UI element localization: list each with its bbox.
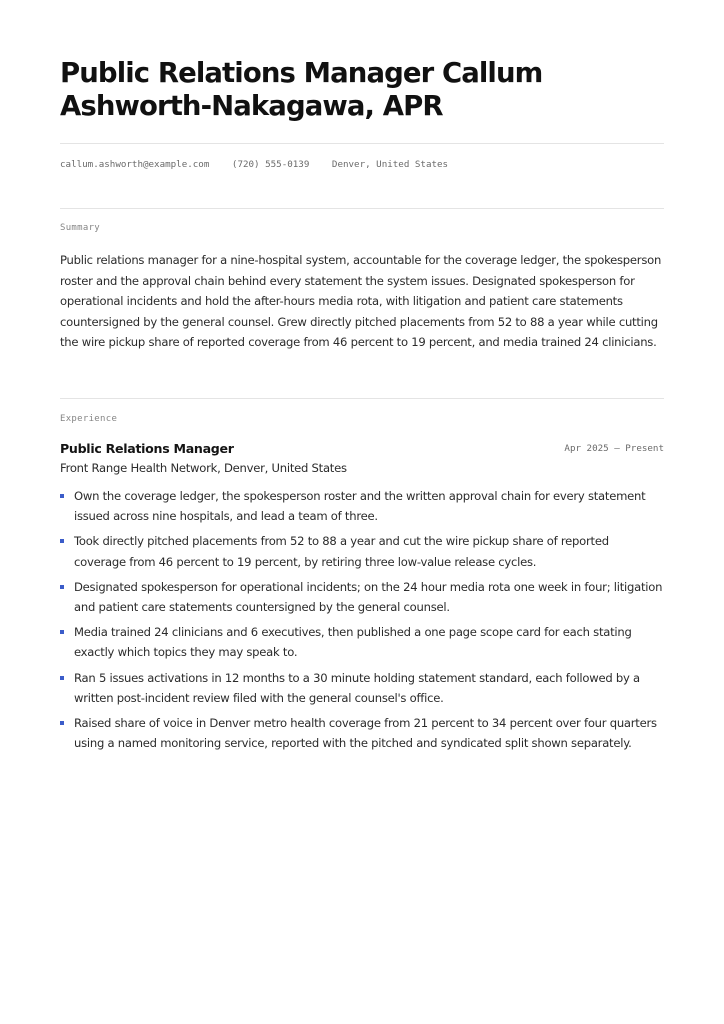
- job-bullet: [60, 531, 664, 572]
- header-divider: [60, 143, 664, 144]
- job-bullet: [60, 486, 664, 527]
- bullet-square-icon: [60, 630, 64, 634]
- job-bullet: [60, 713, 664, 754]
- contact-divider: [60, 208, 664, 209]
- job-title: Public Relations Manager: [60, 441, 234, 456]
- job-bullet-text: Media trained 24 clinicians and 6 executives, then published a one page scope card for each stating exactly which topics they may speak to.: [74, 625, 632, 660]
- contact-line: [60, 159, 448, 171]
- contact-location: Denver, United States: [331, 159, 449, 170]
- bullet-square-icon: [60, 585, 64, 589]
- job-bullet-text: Ran 5 issues activations in 12 months to a 30 minute holding statement standard, each followed by a written post-incident review filed with the general counsel's office.: [74, 670, 640, 705]
- job-bullet-text: Designated spokesperson for operational incidents; on the 24 hour media rota one week in four; litigation and patient care statements countersigned by the general counsel.: [74, 579, 663, 615]
- bullet-square-icon: [60, 494, 64, 498]
- contact-phone[interactable]: (720) 555-0139: [231, 159, 310, 170]
- page-title: Public Relations Manager Callum Ashworth-Nakagawa, APR: [60, 57, 543, 122]
- bullet-square-icon: [60, 539, 64, 543]
- contact-email[interactable]: callum.ashworth@example.com: [60, 159, 210, 170]
- summary-text: Public relations manager for a nine-hospital system, accountable for the coverage ledger, the spokesperson roster and the approval chain behind every statement the system issues. Designated spokesperson for operational incidents and hold the after-hours media rota, with litigation and patient care statements countersigned by the general counsel. Grew directly pitched placements from 52 to 88 a year while cutting the wire pickup share of reported coverage from 46 percent to 19 percent, and media trained 24 clinicians.: [60, 253, 662, 350]
- job-bullet: [60, 668, 664, 709]
- job-bullet-text: Took directly pitched placements from 52 to 88 a year and cut the wire pickup share of reported coverage from 46 percent to 19 percent, by retiring three low-value release cycles.: [74, 534, 609, 569]
- job-dates: Apr 2025 — Present: [564, 443, 664, 454]
- summary-divider: [60, 398, 664, 399]
- experience-heading: Experience: [60, 414, 118, 424]
- job-bullet-text: Own the coverage ledger, the spokesperson roster and the written approval chain for every statement issued across nine hospitals, and lead a team of three.: [74, 489, 646, 524]
- job-bullet-list: [60, 486, 664, 758]
- job-organization: Front Range Health Network, Denver, United States: [60, 461, 347, 475]
- bullet-square-icon: [60, 721, 64, 725]
- bullet-square-icon: [60, 676, 64, 680]
- summary-heading: Summary: [60, 223, 101, 233]
- job-bullet-text: Raised share of voice in Denver metro health coverage from 21 percent to 34 percent over four quarters using a named monitoring service, reported with the pitched and syndicated split shown separately.: [74, 715, 657, 751]
- job-bullet: [60, 577, 664, 618]
- job-bullet: [60, 622, 664, 663]
